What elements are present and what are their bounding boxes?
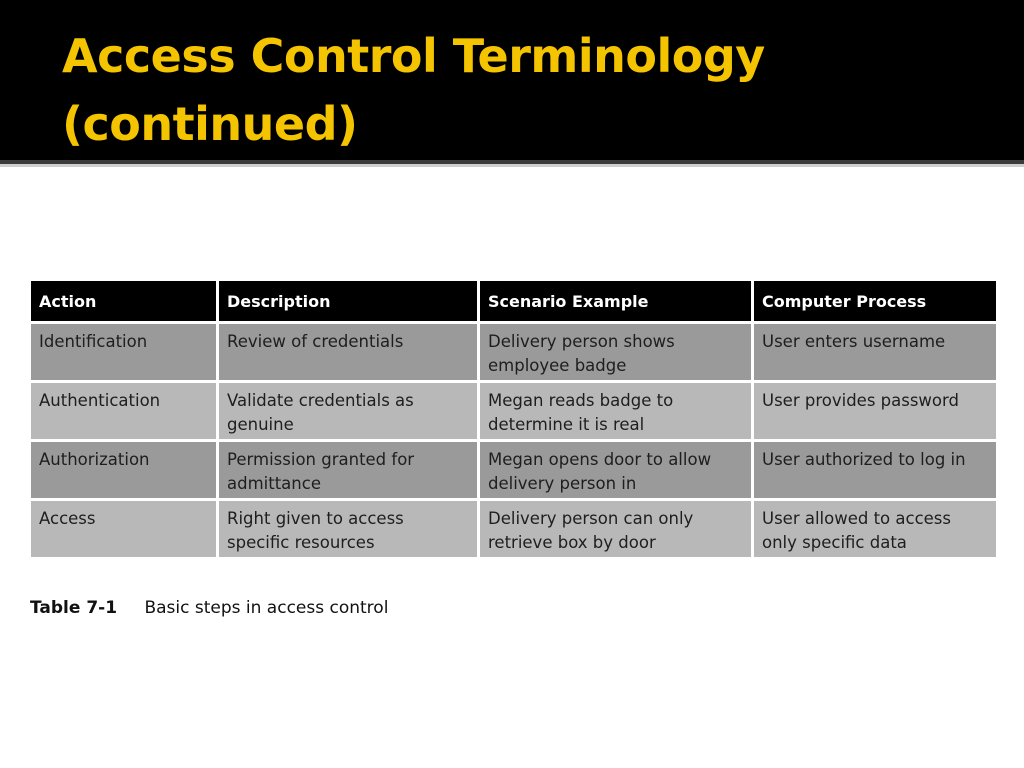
cell-action: Authentication bbox=[30, 382, 218, 441]
cell-computer-process: User authorized to log in bbox=[753, 441, 998, 500]
cell-scenario-example: Megan opens door to allow delivery person in bbox=[479, 441, 753, 500]
cell-action: Identification bbox=[30, 323, 218, 382]
cell-computer-process: User allowed to access only specific data bbox=[753, 500, 998, 559]
table-row bbox=[30, 441, 998, 500]
slide-title-line-2: (continued) bbox=[62, 97, 358, 151]
table-caption bbox=[30, 598, 388, 618]
title-divider-light bbox=[0, 164, 1024, 167]
header-scenario-example: Scenario Example bbox=[479, 280, 753, 323]
cell-scenario-example: Delivery person shows employee badge bbox=[479, 323, 753, 382]
cell-description: Validate credentials as genuine bbox=[218, 382, 479, 441]
slide-title-line-1: Access Control Terminology bbox=[62, 29, 765, 83]
table-row bbox=[30, 382, 998, 441]
table-caption-label: Table 7-1 bbox=[30, 598, 118, 618]
table-caption-text: Basic steps in access control bbox=[144, 598, 389, 618]
table-row bbox=[30, 500, 998, 559]
access-control-table bbox=[28, 278, 999, 560]
header-computer-process: Computer Process bbox=[753, 280, 998, 323]
slide-title bbox=[62, 22, 992, 158]
table-row bbox=[30, 323, 998, 382]
title-bar bbox=[0, 0, 1024, 160]
cell-scenario-example: Megan reads badge to determine it is real bbox=[479, 382, 753, 441]
header-description: Description bbox=[218, 280, 479, 323]
cell-action: Access bbox=[30, 500, 218, 559]
cell-computer-process: User enters username bbox=[753, 323, 998, 382]
header-action: Action bbox=[30, 280, 218, 323]
table-header-row bbox=[30, 280, 998, 323]
cell-action: Authorization bbox=[30, 441, 218, 500]
cell-computer-process: User provides password bbox=[753, 382, 998, 441]
cell-description: Review of credentials bbox=[218, 323, 479, 382]
cell-description: Right given to access specific resources bbox=[218, 500, 479, 559]
cell-description: Permission granted for admittance bbox=[218, 441, 479, 500]
cell-scenario-example: Delivery person can only retrieve box by door bbox=[479, 500, 753, 559]
